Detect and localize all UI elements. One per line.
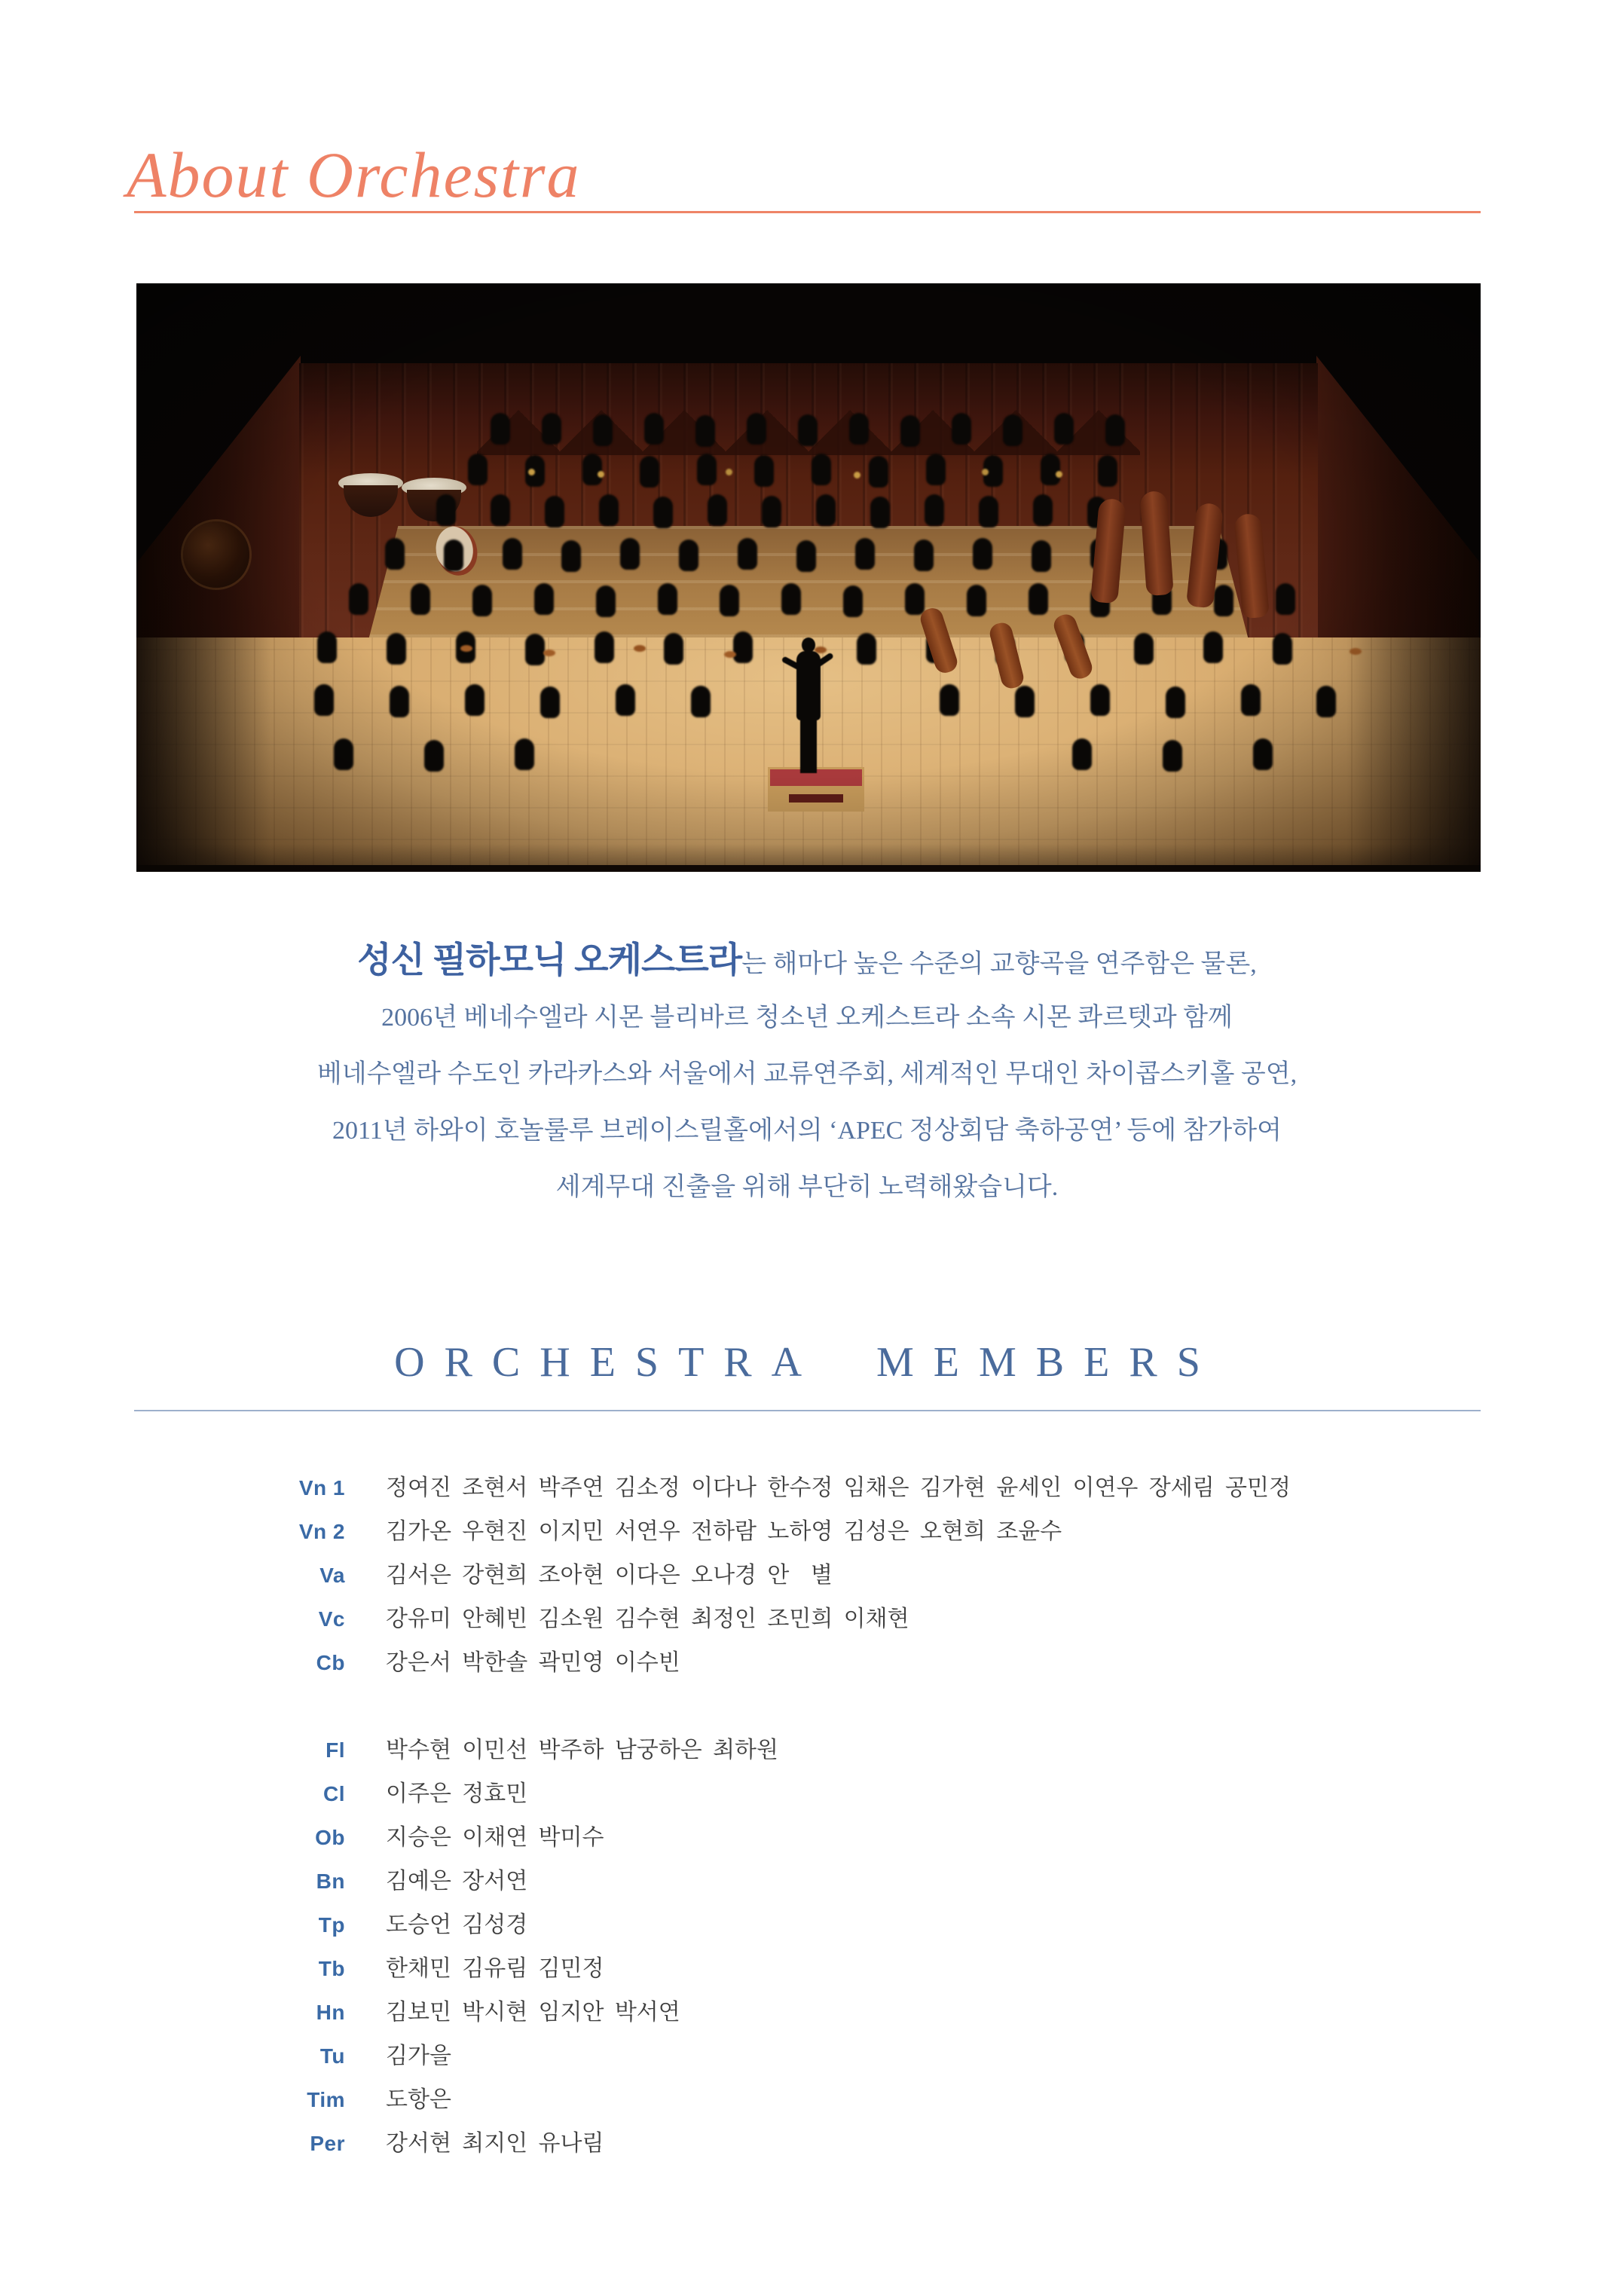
member-row: [134, 2035, 1483, 2078]
member-names: 강유미 안혜빈 김소원 김수현 최정인 조민희 이채현: [386, 1607, 909, 1631]
member-names: 이주은 정효민: [386, 1781, 528, 1806]
member-names: 도항은: [386, 2087, 451, 2112]
member-row: [134, 1554, 1483, 1597]
section-label: Va: [319, 1564, 345, 1587]
member-names: 도승언 김성경: [386, 1912, 528, 1937]
member-list: [134, 1466, 1483, 2166]
member-names: 한채민 김유림 김민정: [386, 1956, 604, 1981]
intro-line-1-text: 는 해마다 높은 수준의 교향곡을 연주함은 물론,: [741, 950, 1257, 978]
member-names: 김가을: [386, 2044, 451, 2068]
intro-paragraph: [0, 933, 1614, 1215]
member-names: 박수현 이민선 박주하 남궁하은 최하원: [386, 1738, 779, 1763]
member-names: 김보민 박시현 임지안 박서연: [386, 2000, 680, 2025]
intro-line-5: 세계무대 진출을 위해 부단히 노력해왔습니다.: [555, 1173, 1059, 1201]
intro-line-1: [0, 933, 1614, 989]
member-names: 지승은 이채연 박미수: [386, 1825, 604, 1850]
section-label: Fl: [326, 1738, 345, 1762]
section-label: Vn 2: [298, 1520, 345, 1543]
section-label: Vn 1: [298, 1476, 345, 1500]
member-row: [134, 1991, 1483, 2035]
section-label: Ob: [315, 1826, 345, 1849]
section-label: Vc: [318, 1607, 345, 1631]
member-names: 김가온 우현진 이지민 서연우 전하람 노하영 김성은 오현희 조윤수: [386, 1519, 1062, 1544]
member-row: [134, 1466, 1483, 1510]
section-label: Per: [310, 2132, 345, 2155]
members-heading: ORCHESTRA MEMBERS: [394, 1339, 1220, 1386]
section-label: Cl: [323, 1782, 345, 1805]
member-row: [134, 1903, 1483, 1947]
intro-line-4: 2011년 하와이 호놀룰루 브레이스릴홀에서의 ‘APEC 정상회담 축하공연’ 등에 참가하여: [332, 1117, 1282, 1145]
member-names: 김서은 강현희 조아현 이다은 오나경 안 별: [386, 1563, 833, 1588]
section-label: Cb: [316, 1651, 345, 1674]
member-names: 강은서 박한솔 곽민영 이수빈: [386, 1650, 680, 1675]
orchestra-photo: [136, 283, 1481, 872]
member-names: 강서현 최지인 유나림: [386, 2131, 604, 2156]
member-row: [134, 1510, 1483, 1554]
orchestra-name: 성신 필하모닉 오케스트라: [357, 941, 742, 980]
member-row: [134, 1641, 1483, 1685]
member-row: [134, 1729, 1483, 1772]
member-names: 정여진 조현서 박주연 김소정 이다나 한수정 임채은 김가현 윤세인 이연우 장세림 공민정: [386, 1475, 1291, 1500]
section-label: Hn: [316, 2001, 345, 2024]
section-label: Tp: [318, 1913, 345, 1937]
intro-line-3: 베네수엘라 수도인 카라카스와 서울에서 교류연주회, 세계적인 무대인 차이콥스키홀 공연,: [316, 1060, 1298, 1088]
member-row: [134, 2122, 1483, 2166]
section-label: Tu: [319, 2044, 345, 2068]
intro-line-2: 2006년 베네수엘라 시몬 블리바르 청소년 오케스트라 소속 시몬 콰르텟과 함께: [381, 1004, 1233, 1032]
section-label: Bn: [316, 1870, 345, 1893]
section-label: Tb: [318, 1957, 345, 1980]
photo-vignette: [136, 283, 1481, 872]
member-row: [134, 1947, 1483, 1991]
title-underline: [134, 211, 1481, 213]
page-title: About Orchestra: [127, 139, 581, 211]
member-row: [134, 2078, 1483, 2122]
member-row: [134, 1597, 1483, 1641]
member-row: [134, 1860, 1483, 1903]
member-names: 김예은 장서연: [386, 1869, 528, 1894]
section-label: Tim: [307, 2088, 345, 2111]
members-divider: [134, 1410, 1481, 1411]
member-row: [134, 1816, 1483, 1860]
member-row: [134, 1772, 1483, 1816]
